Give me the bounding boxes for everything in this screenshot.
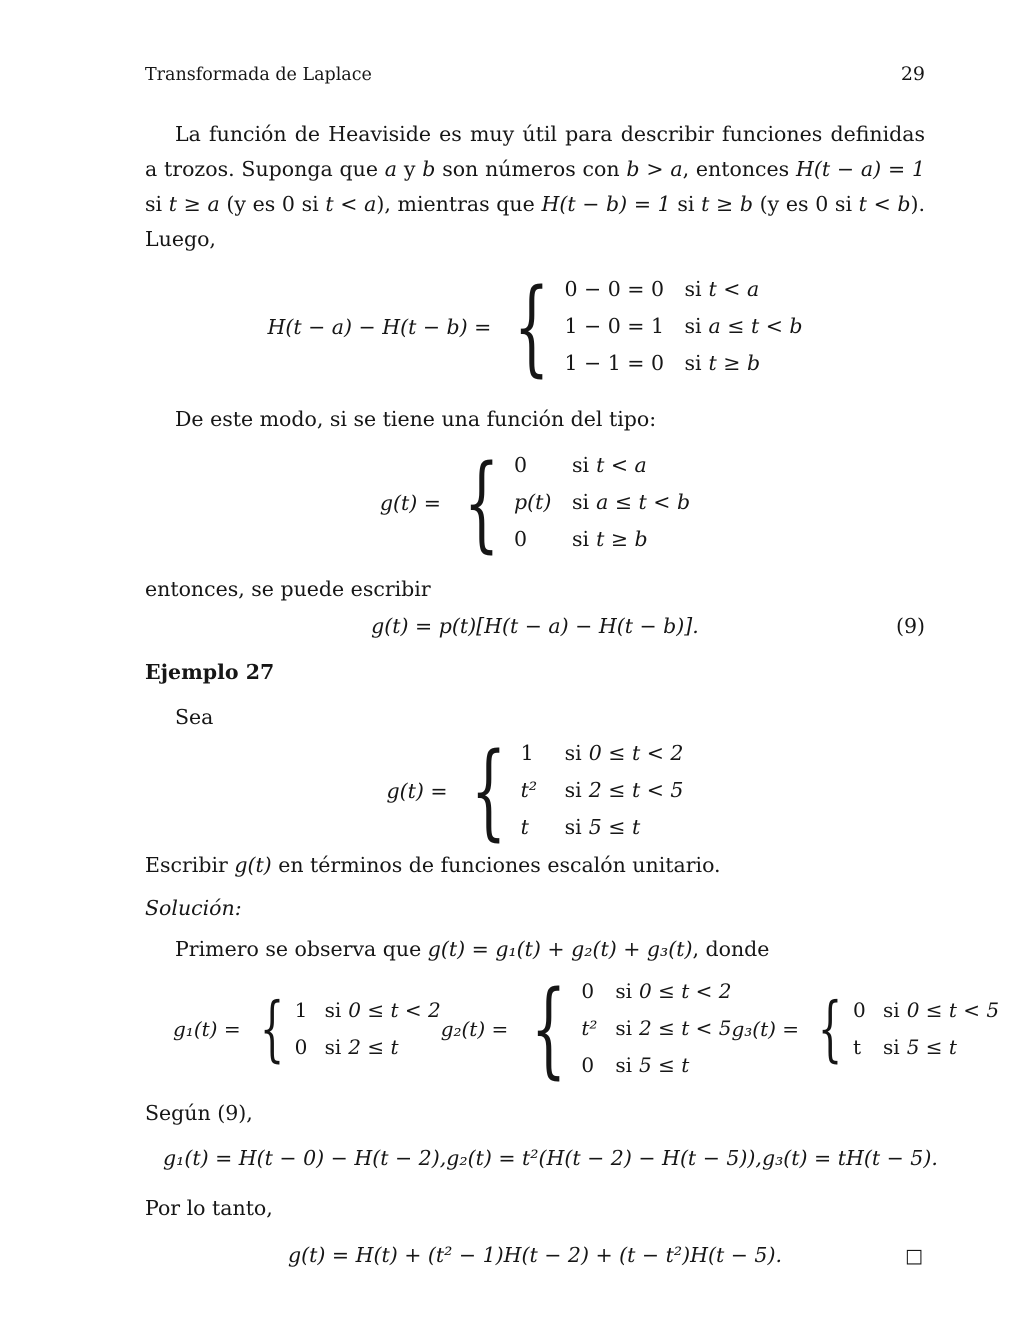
equation-heaviside-difference <box>145 266 925 387</box>
piecewise-row <box>564 345 802 382</box>
equation-lhs: g₁(t) = <box>173 1016 241 1041</box>
piece-condition: 5 ≤ t <box>906 1034 957 1059</box>
inline-math: H(t − b) = 1 <box>541 192 671 216</box>
piecewise-group <box>145 968 1000 1089</box>
g2-step-equation: g₂(t) = t²(H(t − 2) − H(t − 5)), <box>446 1146 762 1170</box>
piece-value: t² <box>520 778 538 802</box>
text-segment: (y es 0 si <box>219 192 326 216</box>
piece-condition: 0 ≤ t < 5 <box>906 997 1000 1022</box>
left-brace: { <box>514 266 550 387</box>
equation-steps <box>145 1143 938 1173</box>
inline-math: t < a <box>325 192 377 216</box>
piece-condition: t < a <box>708 277 760 301</box>
qed-box: □ <box>905 1245 923 1267</box>
piecewise-rows <box>514 447 690 558</box>
inline-math: g(t) <box>234 853 272 877</box>
equation-g-example <box>145 730 925 851</box>
equation-g3 <box>731 986 1000 1070</box>
piece-si: si <box>324 997 342 1022</box>
piece-condition: 0 ≤ t < 2 <box>348 997 441 1022</box>
piece-condition: a ≤ t < b <box>708 314 803 338</box>
piece-condition: 0 ≤ t < 2 <box>639 979 732 1003</box>
left-brace: { <box>463 442 500 563</box>
piecewise-row <box>521 809 684 846</box>
equation-lhs: g(t) = <box>379 490 441 515</box>
left-brace: { <box>531 968 567 1089</box>
text-segment: en términos de funciones escalón unitario. <box>271 853 721 877</box>
inline-math: b <box>422 157 436 181</box>
text-segment: La función de Heaviside es muy útil para describir funciones definidas a trozos. Suponga que <box>145 122 925 181</box>
piecewise-row <box>295 1029 441 1066</box>
piece-si: si <box>684 314 702 338</box>
g1-step-equation: g₁(t) = H(t − 0) − H(t − 2), <box>163 1146 447 1170</box>
page-number: 29 <box>900 63 925 85</box>
piecewise-row <box>581 973 731 1010</box>
paragraph-funcion-tipo: De este modo, si se tiene una función del tipo: <box>175 407 657 431</box>
paragraph-entonces: entonces, se puede escribir <box>145 577 431 601</box>
piecewise-row <box>581 1010 731 1047</box>
left-brace: { <box>259 986 284 1070</box>
piecewise-row <box>521 772 684 809</box>
equation-g1 <box>173 986 441 1070</box>
piecewise-row <box>853 1029 999 1066</box>
equation-final <box>145 1240 925 1270</box>
text-segment: Primero se observa que <box>175 937 428 961</box>
piece-si: si <box>564 741 582 765</box>
piece-value: 1 − 1 = 0 <box>564 351 664 375</box>
inline-math: t ≥ a <box>168 192 220 216</box>
left-brace: { <box>470 730 506 851</box>
text-segment: si <box>145 192 169 216</box>
equation-lhs: g(t) = <box>386 778 448 803</box>
piece-condition: 5 ≤ t <box>588 815 641 839</box>
text-segment: ). Luego, <box>145 192 926 251</box>
piecewise-rows <box>564 271 802 382</box>
text-segment: ), mientras que <box>376 192 542 216</box>
page-header <box>145 62 925 87</box>
inline-math: t ≥ b <box>701 192 753 216</box>
equation-lhs: g₂(t) = <box>440 1016 509 1041</box>
equation-lhs: g₃(t) = <box>731 1016 800 1041</box>
equation-g2 <box>440 968 732 1089</box>
piecewise-row <box>514 447 690 484</box>
piece-si: si <box>883 1034 900 1059</box>
inline-math: b > a <box>626 157 683 181</box>
piecewise-row <box>521 735 684 772</box>
piece-condition: 0 ≤ t < 2 <box>588 741 684 765</box>
piece-si: si <box>615 1016 633 1040</box>
piece-value: 0 <box>514 527 528 551</box>
piece-value: t <box>520 815 529 839</box>
piece-si: si <box>572 527 590 551</box>
text-segment: y <box>397 157 423 181</box>
piece-value: 1 <box>520 741 534 765</box>
piece-value: t² <box>581 1016 598 1040</box>
piece-condition: 2 ≤ t <box>348 1034 399 1059</box>
running-title: Transformada de Laplace <box>145 65 372 85</box>
piece-si: si <box>684 351 702 375</box>
paragraph-por-lo-tanto: Por lo tanto, <box>145 1196 273 1220</box>
piece-condition: a ≤ t < b <box>596 490 691 514</box>
piece-si: si <box>564 815 582 839</box>
piecewise-row <box>295 992 441 1029</box>
piecewise-rows <box>521 735 684 846</box>
piece-condition: 5 ≤ t <box>639 1053 690 1077</box>
piece-condition: t ≥ b <box>708 351 761 375</box>
text-segment: (y es 0 si <box>753 192 859 216</box>
piece-value: 0 <box>853 997 866 1022</box>
inline-math: t < b <box>858 192 911 216</box>
solucion-label: Solución: <box>145 896 242 920</box>
equation-9 <box>145 611 925 641</box>
piece-value: 0 <box>294 1034 308 1059</box>
equation-final-body: g(t) = H(t) + (t² − 1)H(t − 2) + (t − t²)H(t − 5). <box>288 1243 782 1267</box>
g3-step-equation: g₃(t) = tH(t − 5). <box>761 1146 938 1170</box>
piece-value: 0 <box>581 1053 595 1077</box>
piece-value: 1 <box>294 997 308 1022</box>
piece-value: 0 − 0 = 0 <box>564 277 664 301</box>
inline-math: H(t − a) = 1 <box>795 157 925 181</box>
piecewise-row <box>514 484 690 521</box>
equation-number: (9) <box>895 614 925 638</box>
piecewise-row <box>514 521 690 558</box>
piece-si: si <box>572 453 590 477</box>
paragraph-primero <box>145 932 925 967</box>
piece-value: 0 <box>581 979 595 1003</box>
paragraph-escribir <box>145 848 925 883</box>
piece-si: si <box>615 1053 633 1077</box>
piece-condition: t ≥ b <box>596 527 648 551</box>
piece-condition: 2 ≤ t < 5 <box>639 1016 732 1040</box>
piece-si: si <box>324 1034 342 1059</box>
equation-g-definition <box>145 442 925 563</box>
text-segment: , entonces <box>682 157 796 181</box>
text-segment: , donde <box>692 937 770 961</box>
piece-condition: 2 ≤ t < 5 <box>588 778 684 802</box>
piece-si: si <box>615 979 633 1003</box>
text-segment: Escribir <box>145 853 235 877</box>
paragraph-segun: Según (9), <box>145 1101 253 1125</box>
piece-si: si <box>684 277 702 301</box>
piecewise-row <box>853 992 999 1029</box>
piecewise-row <box>581 1047 731 1084</box>
text-segment: son números con <box>435 157 627 181</box>
piecewise-row <box>564 271 802 308</box>
piece-value: 0 <box>514 453 528 477</box>
text-segment: si <box>670 192 702 216</box>
piece-si: si <box>564 778 582 802</box>
inline-math: g(t) = g₁(t) + g₂(t) + g₃(t) <box>427 937 693 961</box>
left-brace: { <box>817 986 843 1070</box>
piece-si: si <box>572 490 590 514</box>
example-heading: Ejemplo 27 <box>145 660 275 684</box>
sea-label: Sea <box>175 705 214 729</box>
piece-si: si <box>883 997 900 1022</box>
piece-value: 1 − 0 = 1 <box>564 314 664 338</box>
piece-value: t <box>853 1034 862 1059</box>
piece-condition: t < a <box>596 453 647 477</box>
equation-lhs: H(t − a) − H(t − b) = <box>267 314 492 339</box>
piecewise-row <box>564 308 802 345</box>
inline-math: a <box>384 157 398 181</box>
piece-value: p(t) <box>514 490 552 514</box>
equation-9-body: g(t) = p(t)[H(t − a) − H(t − b)]. <box>371 614 699 638</box>
intro-paragraph <box>145 117 925 257</box>
